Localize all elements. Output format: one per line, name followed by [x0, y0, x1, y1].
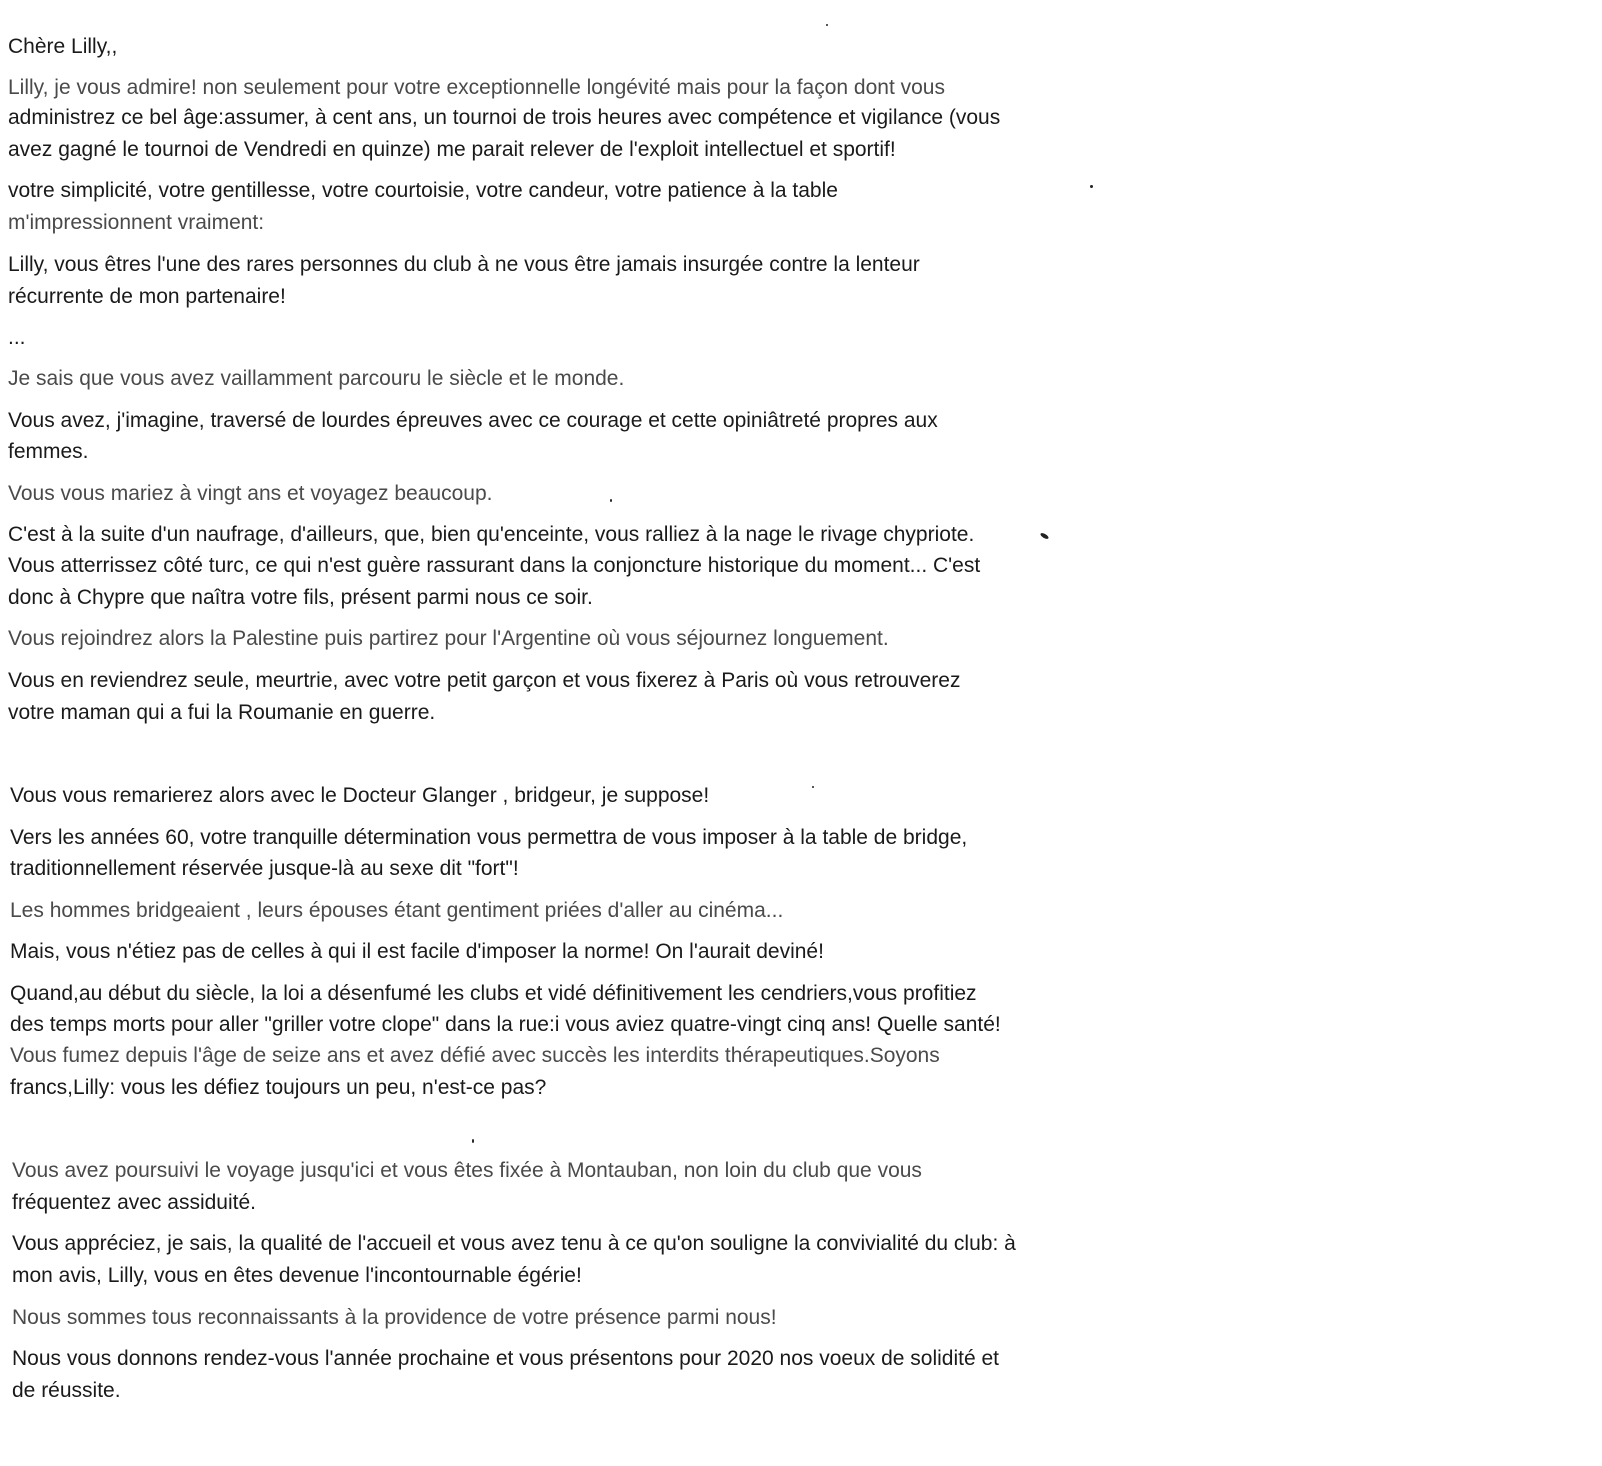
letter-line: avez gagné le tournoi de Vendredi en quinze) me parait relever de l'exploit intellectuel et sportif!	[8, 138, 896, 161]
letter-line: Je sais que vous avez vaillamment parcouru le siècle et le monde.	[8, 367, 625, 390]
scan-speck	[472, 1139, 474, 1143]
letter-line: Nous vous donnons rendez-vous l'année prochaine et vous présentons pour 2020 nos voeux de solidité et	[12, 1347, 999, 1370]
letter-line: administrez ce bel âge:assumer, à cent ans, un tournoi de trois heures avec compétence et vigilance (vous	[8, 106, 1001, 129]
letter-line: mon avis, Lilly, vous en êtes devenue l'incontournable égérie!	[12, 1264, 582, 1287]
letter-line: m'impressionnent vraiment:	[8, 211, 265, 234]
letter-line: fréquentez avec assiduité.	[12, 1191, 256, 1214]
letter-line: Quand,au début du siècle, la loi a désenfumé les clubs et vidé définitivement les cendriers,vous profitiez	[10, 982, 977, 1005]
letter-line: votre maman qui a fui la Roumanie en guerre.	[8, 701, 436, 724]
letter-line: Lilly, vous êtres l'une des rares personnes du club à ne vous être jamais insurgée contre la lenteur	[8, 253, 920, 276]
letter-line: des temps morts pour aller "griller votre clope" dans la rue:i vous aviez quatre-vingt cinq ans! Quelle santé!	[10, 1013, 1001, 1036]
scan-speck	[826, 24, 828, 26]
letter-line: francs,Lilly: vous les défiez toujours un peu, n'est-ce pas?	[10, 1076, 547, 1099]
letter-line: Vous en reviendrez seule, meurtrie, avec votre petit garçon et vous fixerez à Paris où vous retrouverez	[8, 669, 961, 692]
letter-line: Vers les années 60, votre tranquille détermination vous permettra de vous imposer à la table de bridge,	[10, 826, 968, 849]
letter-line: ...	[8, 326, 26, 349]
letter-line: C'est à la suite d'un naufrage, d'ailleurs, que, bien qu'enceinte, vous ralliez à la nage le rivage chypriote.	[8, 523, 975, 546]
scan-speck	[610, 499, 612, 502]
letter-line: Mais, vous n'étiez pas de celles à qui il est facile d'imposer la norme! On l'aurait deviné!	[10, 940, 824, 963]
letter-line: Vous vous mariez à vingt ans et voyagez beaucoup.	[8, 482, 493, 505]
letter-line: de réussite.	[12, 1379, 121, 1402]
scan-speck	[1090, 185, 1093, 188]
scan-speck	[1040, 532, 1050, 540]
letter-line: Nous sommes tous reconnaissants à la providence de votre présence parmi nous!	[12, 1306, 777, 1329]
letter-line: femmes.	[8, 440, 89, 463]
letter-line: Vous rejoindrez alors la Palestine puis partirez pour l'Argentine où vous séjournez longuement.	[8, 627, 889, 650]
letter-line: Vous avez, j'imagine, traversé de lourdes épreuves avec ce courage et cette opiniâtreté propres aux	[8, 409, 938, 432]
letter-line: Les hommes bridgeaient , leurs épouses étant gentiment priées d'aller au cinéma...	[10, 899, 784, 922]
letter-line: donc à Chypre que naîtra votre fils, présent parmi nous ce soir.	[8, 586, 593, 609]
letter-line: récurrente de mon partenaire!	[8, 285, 286, 308]
letter-line: Vous avez poursuivi le voyage jusqu'ici et vous êtes fixée à Montauban, non loin du club que vous	[12, 1159, 922, 1182]
letter-line: Vous fumez depuis l'âge de seize ans et avez défié avec succès les interdits thérapeutiques.Soyons	[10, 1044, 940, 1067]
letter-line: Vous atterrissez côté turc, ce qui n'est guère rassurant dans la conjoncture historique du moment... C'est	[8, 554, 981, 577]
letter-line: Lilly, je vous admire! non seulement pour votre exceptionnelle longévité mais pour la façon dont vous	[8, 76, 945, 99]
letter-line: Vous vous remarierez alors avec le Docteur Glanger , bridgeur, je suppose!	[10, 784, 710, 807]
letter-line: votre simplicité, votre gentillesse, votre courtoisie, votre candeur, votre patience à la table	[8, 179, 838, 202]
letter-greeting: Chère Lilly,,	[8, 35, 118, 58]
letter-line: Vous appréciez, je sais, la qualité de l'accueil et vous avez tenu à ce qu'on souligne la convivialité du club: à	[12, 1232, 1016, 1255]
scan-speck	[812, 786, 814, 788]
letter-line: traditionnellement réservée jusque-là au sexe dit "fort"!	[10, 857, 519, 880]
